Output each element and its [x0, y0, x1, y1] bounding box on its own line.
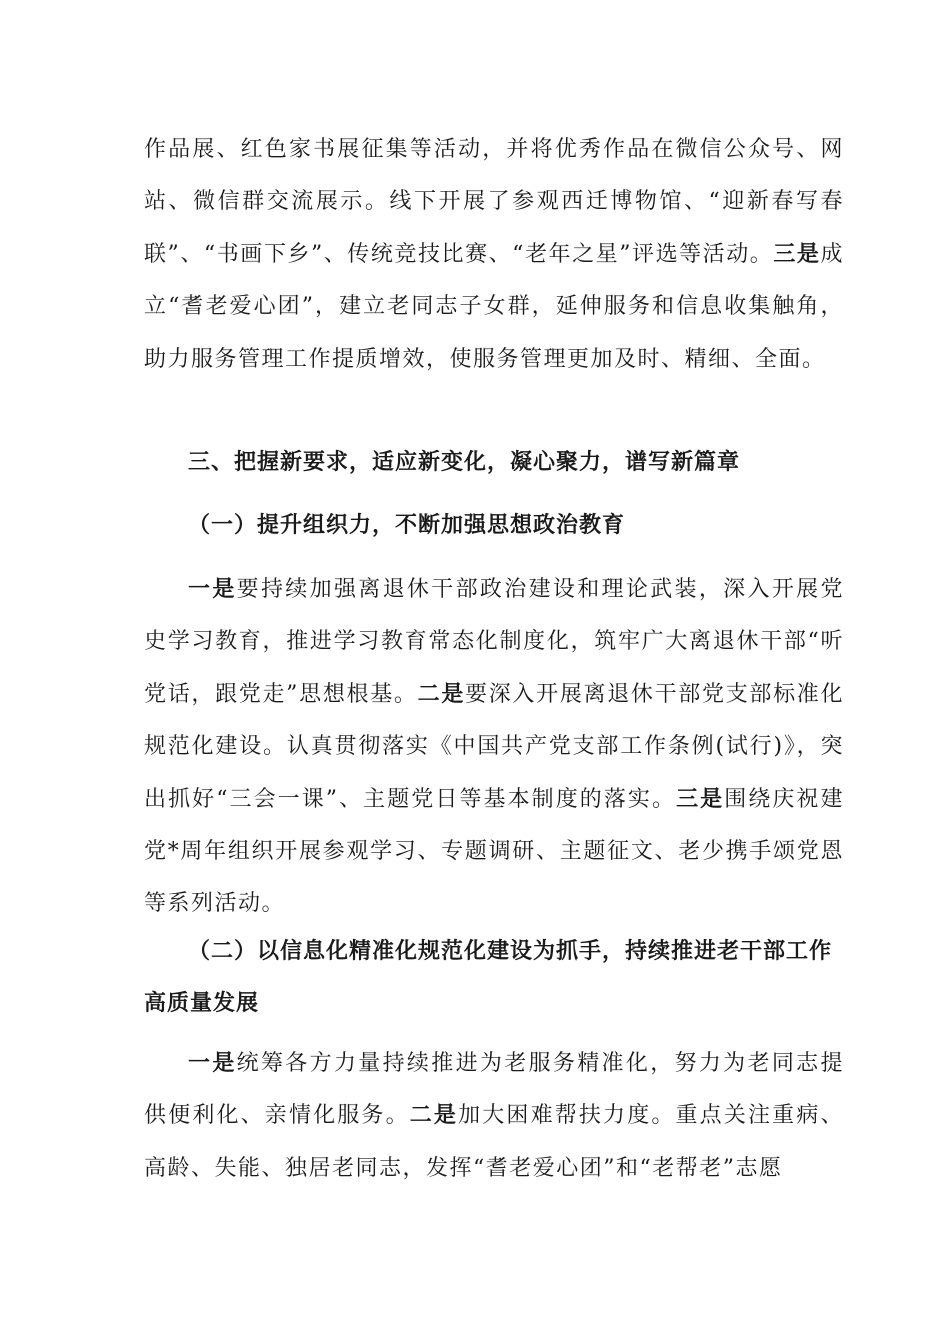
marker-first: 一是: [188, 577, 237, 602]
paragraph-organization-text-1: 要持续加强离退休干部政治建设和理论武装，深入开展党史学习教育，推进学习教育常态化制度化，筑牢广大离退休干部“听党话，跟党走”思想根基。: [144, 577, 844, 707]
marker-third: 三是: [773, 241, 821, 267]
paragraph-service-text-2: 加大困难帮扶力度。重点关注重病、高龄、失能、独居老同志，发挥“耆老爱心团”和“老帮老”志愿: [144, 1103, 844, 1181]
paragraph-service-text-1: 统筹各方力量持续推进为老服务精准化，努力为老同志提供便利化、亲情化服务。: [144, 1051, 844, 1129]
paragraph-activities-text-1: 作品展、红色家书展征集等活动，并将优秀作品在微信公众号、网站、微信群交流展示。线下开展了参观西迁博物馆、“迎新春写春联”、“书画下乡”、传统竞技比赛、“老年之星”评选等活动。: [144, 137, 844, 267]
subsection-heading-1: （一）提升组织力，不断加强思想政治教育: [188, 513, 626, 538]
marker-first: 一是: [188, 1051, 237, 1076]
marker-third: 三是: [676, 786, 725, 812]
paragraph-organization-text-3: 围绕庆祝建党*周年组织开展参观学习、专题调研、主题征文、老少携手颂党恩等系列活动。: [144, 786, 844, 917]
section-heading-3: 三、把握新要求，适应新变化，凝心聚力，谱写新篇章: [188, 450, 741, 475]
paragraph-activities-text-2: 成立“耆老爱心团”，建立老同志子女群，延伸服务和信息收集触角，助力服务管理工作提质增效，使服务管理更加及时、精细、全面。: [144, 241, 844, 372]
marker-second: 二是: [409, 1103, 459, 1129]
subsection-heading-2: （二）以信息化精准化规范化建设为抓手，持续推进老干部工作高质量发展: [144, 939, 833, 1017]
paragraph-organization: [144, 564, 844, 931]
paragraph-service: [144, 1038, 844, 1195]
paragraph-activities: [144, 124, 844, 386]
marker-second: 二是: [417, 681, 466, 707]
paragraph-organization-text-2: 要深入开展离退休干部党支部标准化规范化建设。认真贯彻落实《中国共产党支部工作条例(试行)》，突出抓好“三会一课”、主题党日等基本制度的落实。: [144, 681, 844, 812]
